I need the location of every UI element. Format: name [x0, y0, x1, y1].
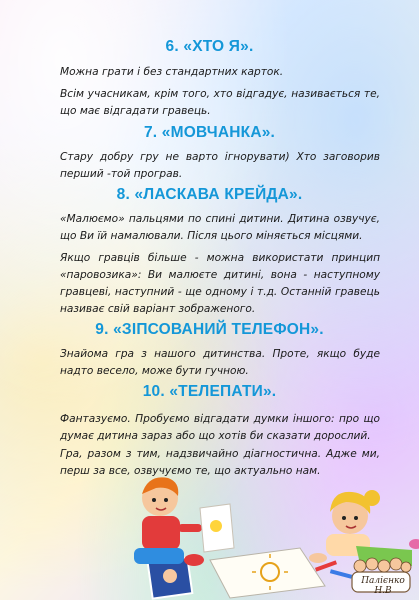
section-heading-6: 6. «ХТО Я».: [165, 38, 254, 55]
section-8-paragraph-1: «Малюємо» пальцями по спині дитини. Дитина озвучує, що Ви їй намалювали. Після цього міняється місцями.: [60, 213, 380, 242]
section-10-paragraph-2: Гра, разом з тим, надзвичайно діагностична. Адже ми, перш за все, озвучуємо те, що актуально нам.: [60, 448, 380, 477]
section-heading-10: 10. «ТЕЛЕПАТИ».: [142, 383, 277, 400]
author-logo-text: Палієнко Н.В: [361, 576, 405, 596]
section-9-paragraph-1: Знайома гра з нашого дитинства. Проте, якщо буде надто весело, може бути гучною.: [60, 348, 380, 377]
section-10-paragraph-1: Фантазуємо. Пробуємо відгадати думки іншого: про що думає дитина зараз або що хотів би сказати дорослий.: [60, 413, 380, 442]
section-6-paragraph-1: Можна грати і без стандартних карток.: [60, 66, 284, 78]
section-heading-8: 8. «ЛАСКАВА КРЕЙДА».: [116, 186, 303, 203]
section-heading-9: 9. «ЗІПСОВАНИЙ ТЕЛЕФОН».: [95, 321, 324, 338]
section-7-paragraph-1: Стару добру гру не варто ігнорувати) Хто заговорив перший -той програв.: [60, 151, 380, 180]
section-heading-7: 7. «МОВЧАНКА».: [143, 124, 276, 141]
section-6-paragraph-2: Всім учасникам, крім того, хто відгадує, називається те, що має відгадати гравець.: [60, 88, 380, 117]
section-8-paragraph-2: Якщо гравців більше - можна використати принцип «паровозика»: Ви малюєте дитині, вона - наступному гравцеві, наступний - ще одному і т.д. Останній гравець називає свій варіант зображеного.: [60, 252, 380, 315]
